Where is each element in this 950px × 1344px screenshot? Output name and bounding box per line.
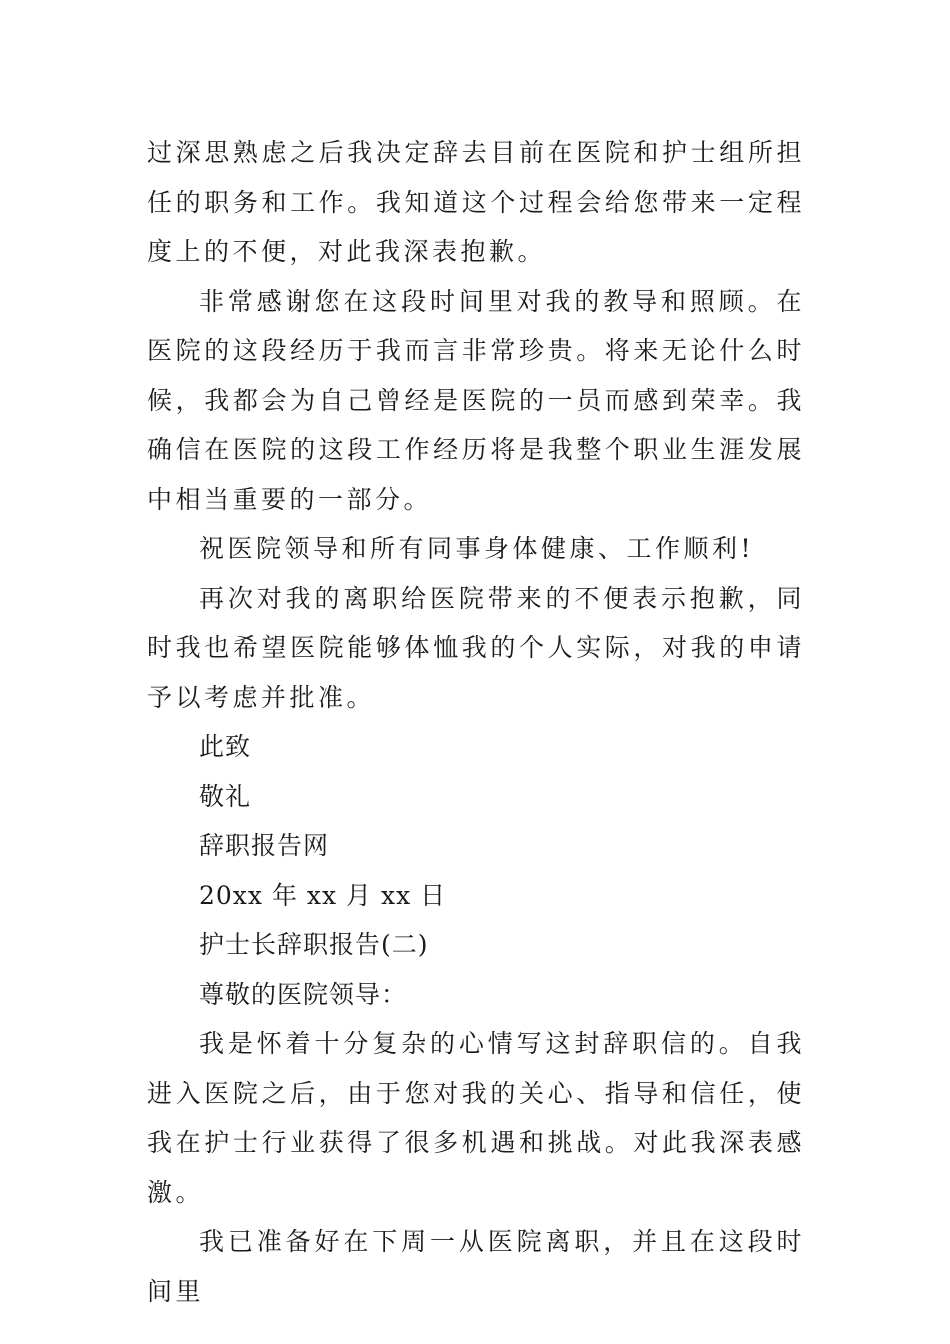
paragraph-gratitude: 非常感谢您在这段时间里对我的教导和照顾。在医院的这段经历于我而言非常珍贵。将来无论什么时候，我都会为自己曾经是医院的一员而感到荣幸。我确信在医院的这段工作经历将是我整个职业生涯发展中相当重要的一部分。 <box>147 286 805 514</box>
paragraph-apology: 再次对我的离职给医院带来的不便表示抱歉，同时我也希望医院能够体恤我的个人实际，对我的申请予以考虑并批准。 <box>147 583 805 712</box>
closing-salutation-2: 敬礼 <box>199 781 252 811</box>
paragraph-resignation-decision: 过深思熟虑之后我决定辞去目前在医院和护士组所担任的职务和工作。我知道这个过程会给您带来一定程度上的不便，对此我深表抱歉。 <box>147 138 805 266</box>
closing-signature: 辞职报告网 <box>199 831 330 860</box>
paragraph-wishes: 祝医院领导和所有同事身体健康、工作顺利! <box>199 534 755 563</box>
section2-paragraph-departure: 我已准备好在下周一从医院离职，并且在这段时间里 <box>147 1227 805 1306</box>
document-body <box>147 128 805 1316</box>
closing-salutation-1: 此致 <box>199 732 252 761</box>
section2-greeting: 尊敬的医院领导： <box>199 979 408 1009</box>
section2-paragraph-feelings: 我是怀着十分复杂的心情写这封辞职信的。自我进入医院之后，由于您对我的关心、指导和信任，使我在护士行业获得了很多机遇和挑战。对此我深表感激。 <box>147 1029 805 1207</box>
closing-date: 20xx 年 xx 月 xx 日 <box>199 880 447 910</box>
section2-title: 护士长辞职报告(二) <box>199 930 429 959</box>
